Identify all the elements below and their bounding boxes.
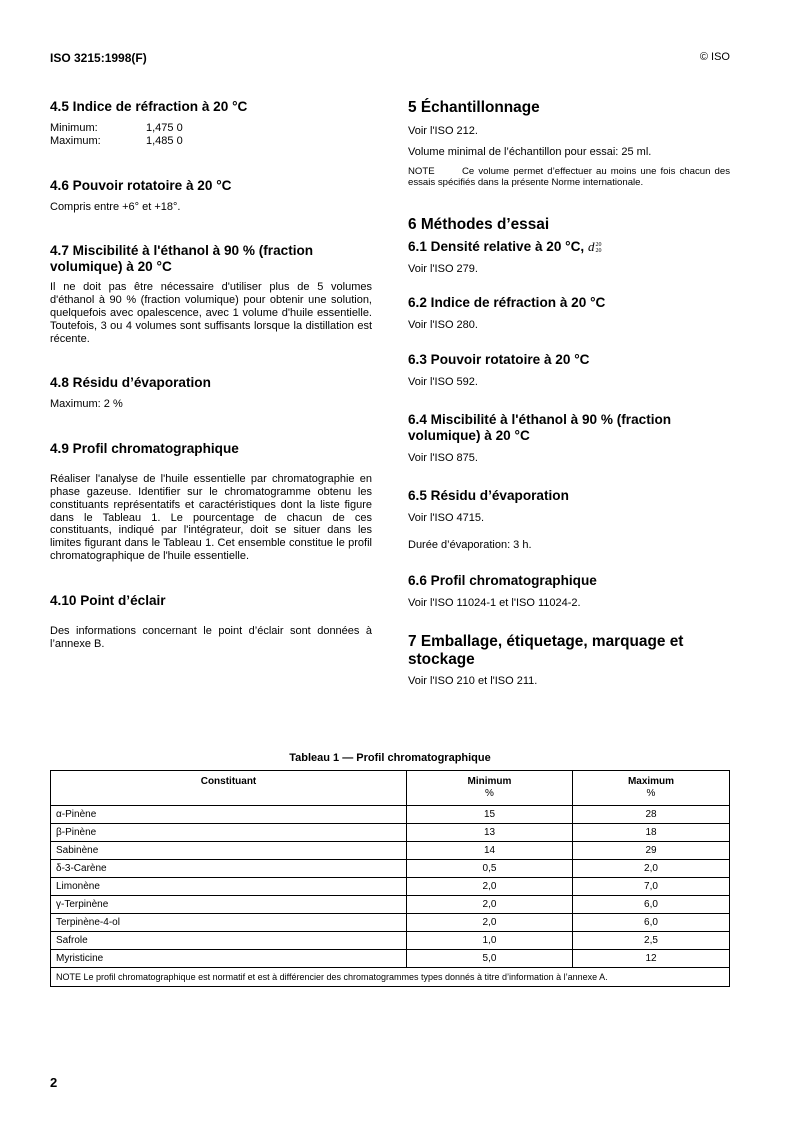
section-7-text: Voir l'ISO 210 et l'ISO 211. xyxy=(408,675,538,688)
document-id: ISO 3215:1998(F) xyxy=(50,51,147,65)
maximum-value: 28 xyxy=(573,806,730,824)
section-6-2-text: Voir l'ISO 280. xyxy=(408,319,478,332)
header-maximum-unit: % xyxy=(646,788,656,799)
section-4-8-text: Maximum: 2 % xyxy=(50,398,123,411)
maximum-value: 29 xyxy=(573,842,730,860)
header-constituant xyxy=(51,771,407,806)
maximum-value: 6,0 xyxy=(573,914,730,932)
section-6-6-title: 6.6 Profil chromatographique xyxy=(408,573,597,589)
table-row xyxy=(51,842,730,860)
copyright: © ISO xyxy=(699,51,730,63)
table-row xyxy=(51,860,730,878)
section-6-1-title xyxy=(408,239,730,255)
section-6-3-title: 6.3 Pouvoir rotatoire à 20 °C xyxy=(408,352,590,368)
constituant-name: γ-Terpinène xyxy=(51,896,407,914)
header-minimum-label: Minimum xyxy=(467,776,512,787)
header-minimum-unit: % xyxy=(485,788,494,799)
refraction-min-label: Minimum: xyxy=(50,122,98,134)
header-minimum xyxy=(407,771,573,806)
section-5-title: 5 Échantillonnage xyxy=(408,99,540,116)
maximum-value: 2,5 xyxy=(573,932,730,950)
section-6-title: 6 Méthodes d’essai xyxy=(408,215,550,233)
minimum-value: 2,0 xyxy=(407,878,573,896)
section-7-title: 7 Emballage, étiquetage, marquage et stockage xyxy=(408,633,684,669)
section-4-7-text: Il ne doit pas être nécessaire d'utiliser plus de 5 volumes d'éthanol à 90 % (fraction volumique) pour obtenir une solution, quelquefois avec opalescence, avec 1 volume d'huile essentielle. Toutefois, 3 ou 4 volumes sont suffisants lorsque la distillation est récente. xyxy=(50,281,372,345)
table-note: NOTE Le profil chromatographique est normatif et est à différencier des chromatogrammes types donnés à titre d’information à l’annexe A. xyxy=(51,968,730,987)
refraction-max-row xyxy=(50,135,372,148)
minimum-value: 13 xyxy=(407,824,573,842)
section-6-4-text: Voir l'ISO 875. xyxy=(408,451,478,464)
minimum-value: 2,0 xyxy=(407,896,573,914)
section-5-text-1: Voir l'ISO 212. xyxy=(408,125,478,137)
minimum-value: 2,0 xyxy=(407,914,573,932)
section-4-9-text: Réaliser l'analyse de l'huile essentielle par chromatographie en phase gazeuse. Identifier sur le chromatogramme obtenu les constituants représentatifs et caractéristiques dont la liste figure dans le Tableau 1. Le pourcentage de chacun de ces constituants, indiqué par l'intégrateur, doit se situer dans les limites figurant dans le Tableau 1. Cet ensemble constitue le profil chromatographique de l'huile essentielle. xyxy=(50,473,372,562)
density-subscript: 20 xyxy=(595,247,602,254)
refraction-min-row xyxy=(50,122,372,135)
header-maximum-label: Maximum xyxy=(627,776,675,787)
page-number: 2 xyxy=(50,1075,58,1090)
section-4-6-title: 4.6 Pouvoir rotatoire à 20 °C xyxy=(50,177,232,193)
section-6-4-title: 6.4 Miscibilité à l'éthanol à 90 % (fraction volumique) à 20 °C xyxy=(408,411,672,443)
table-row xyxy=(51,914,730,932)
section-6-5-text-1: Voir l'ISO 4715. xyxy=(408,511,485,524)
section-6-5-text-2: Durée d’évaporation: 3 h. xyxy=(408,538,532,551)
refraction-max-label: Maximum: xyxy=(50,134,101,147)
constituant-name: Sabinène xyxy=(51,842,407,860)
maximum-value: 2,0 xyxy=(573,860,730,878)
section-4-10-title: 4.10 Point d’éclair xyxy=(50,592,166,608)
section-6-5-title: 6.5 Résidu d’évaporation xyxy=(408,487,569,503)
table-1 xyxy=(50,752,730,987)
header-constituant-label: Constituant xyxy=(200,776,257,787)
table-row xyxy=(51,824,730,842)
constituant-name: Safrole xyxy=(51,932,407,950)
section-4-10-text: Des informations concernant le point d’éclair sont données à l’annexe B. xyxy=(50,624,372,650)
section-6-1-title-text: 6.1 Densité relative à 20 °C, xyxy=(408,238,585,254)
constituant-name: Terpinène-4-ol xyxy=(51,914,407,932)
refraction-min-value: 1,475 0 xyxy=(146,122,183,134)
section-4-8-title: 4.8 Résidu d’évaporation xyxy=(50,375,211,391)
minimum-value: 5,0 xyxy=(407,950,573,968)
constituant-name: β-Pinène xyxy=(51,824,407,842)
constituant-name: Myristicine xyxy=(51,950,407,968)
density-superscript: 20 xyxy=(595,241,602,248)
section-5-text-2: Volume minimal de l’échantillon pour essai: 25 ml. xyxy=(408,145,652,158)
table-header-row xyxy=(51,771,730,806)
relative-density-symbol xyxy=(588,239,602,254)
section-5-note xyxy=(408,166,730,188)
constituant-name: α-Pinène xyxy=(51,806,407,824)
note-text: Ce volume permet d’effectuer au moins une fois chacun des essais spécifiés dans la présente Norme internationale. xyxy=(408,165,730,188)
maximum-value: 6,0 xyxy=(573,896,730,914)
minimum-value: 0,5 xyxy=(407,860,573,878)
left-column xyxy=(50,99,372,650)
minimum-value: 15 xyxy=(407,806,573,824)
note-label: NOTE xyxy=(408,165,435,177)
section-4-6-text: Compris entre +6° et +18°. xyxy=(50,200,181,213)
section-6-1-text: Voir l'ISO 279. xyxy=(408,262,478,275)
minimum-value: 14 xyxy=(407,842,573,860)
chromatographic-profile-table xyxy=(50,770,730,987)
header-maximum xyxy=(573,771,730,806)
maximum-value: 18 xyxy=(573,824,730,842)
section-6-3-text: Voir l'ISO 592. xyxy=(408,376,478,389)
section-6-6-text: Voir l'ISO 11024-1 et l'ISO 11024-2. xyxy=(408,597,581,610)
table-caption: Tableau 1 — Profil chromatographique xyxy=(289,752,491,764)
table-row xyxy=(51,896,730,914)
section-4-7-title: 4.7 Miscibilité à l'éthanol à 90 % (fraction volumique) à 20 °C xyxy=(50,243,314,275)
right-column xyxy=(408,99,730,688)
table-note-row xyxy=(51,968,730,987)
table-row xyxy=(51,878,730,896)
page-header xyxy=(50,51,730,65)
maximum-value: 12 xyxy=(573,950,730,968)
density-symbol-letter: d xyxy=(588,238,595,254)
constituant-name: Limonène xyxy=(51,878,407,896)
refraction-max-value: 1,485 0 xyxy=(146,134,183,147)
maximum-value: 7,0 xyxy=(573,878,730,896)
section-4-5-title: 4.5 Indice de réfraction à 20 °C xyxy=(50,99,248,114)
minimum-value: 1,0 xyxy=(407,932,573,950)
constituant-name: δ-3-Carène xyxy=(51,860,407,878)
table-row xyxy=(51,932,730,950)
table-row xyxy=(51,806,730,824)
section-4-9-title: 4.9 Profil chromatographique xyxy=(50,441,239,457)
table-row xyxy=(51,950,730,968)
section-6-2-title: 6.2 Indice de réfraction à 20 °C xyxy=(408,295,606,311)
